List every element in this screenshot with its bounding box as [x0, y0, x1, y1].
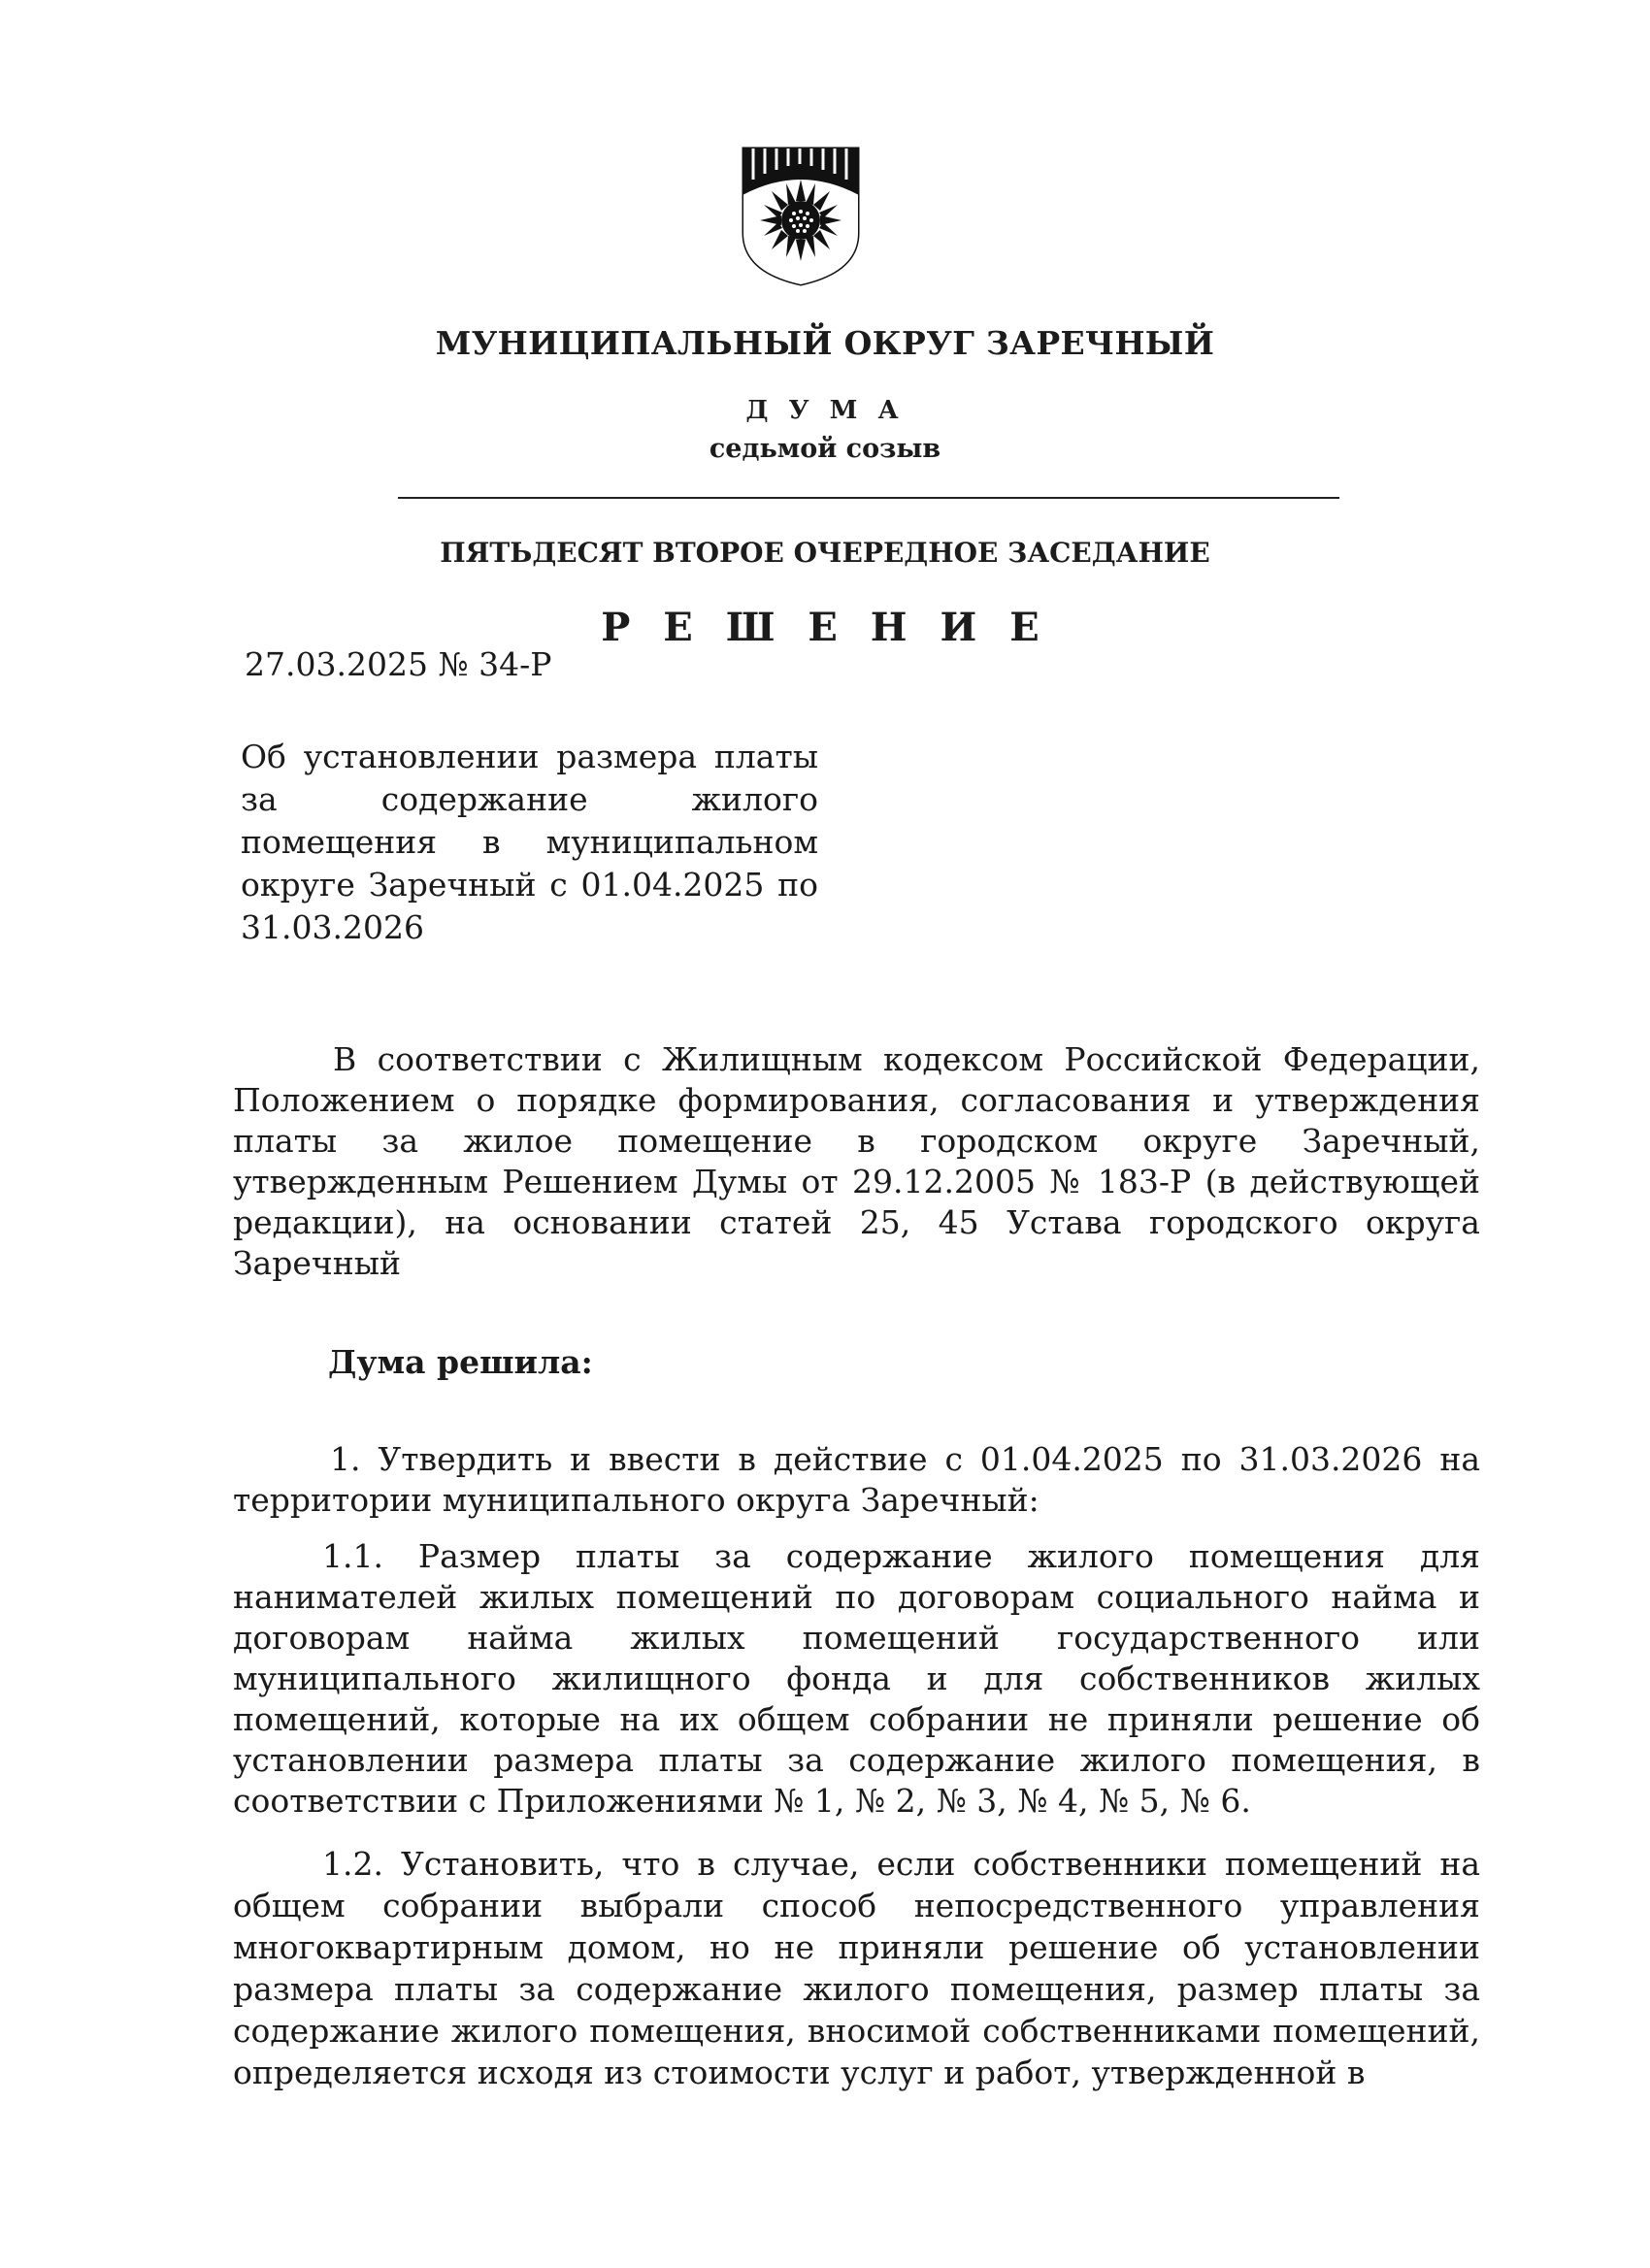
duma-label: Д У М А [745, 396, 905, 425]
document-date-number: 27.03.2025 № 34-Р [245, 645, 552, 683]
decision-heading: Р Е Ш Е Н И Е [601, 605, 1049, 650]
item-1-paragraph: 1. Утвердить и ввести в действие с 01.04.2025 по 31.03.2026 на территории муниципального округа Заречный: [233, 1440, 1480, 1519]
item-1-1-paragraph: 1.1. Размер платы за содержание жилого помещения для нанимателей жилых помещений по договорам социального найма и договорам найма жилых помещений государственного или муниципального жилищного фонда и для собственников жилых помещений, которые на их общем собрании не приняли решение об установлении размера платы за содержание жилого помещения, в соответствии с Приложениями № 1, № 2, № 3, № 4, № 5, № 6. [233, 1537, 1480, 1820]
coat-of-arms-emblem [736, 141, 866, 286]
header-divider [398, 497, 1339, 499]
item-1-2-paragraph: 1.2. Установить, что в случае, если собственники помещений на общем собрании выбрали способ непосредственного управления многоквартирным домом, но не приняли решение об установлении размера платы за содержание жилого помещения, размер платы за содержание жилого помещения, вносимой собственниками помещений, определяется исходя из стоимости услуг и работ, утвержденной в [233, 1845, 1480, 2091]
convocation-label: седьмой созыв [709, 434, 941, 464]
preamble-paragraph: В соответствии с Жилищным кодексом Российской Федерации, Положением о порядке формирования, согласования и утверждения платы за жилое помещение в городском округе Заречный, утвержденным Решением Думы от 29.12.2005 № 183-Р (в действующей редакции), на основании статей 25, 45 Устава городского округа Заречный [233, 1040, 1480, 1282]
session-title: ПЯТЬДЕСЯТ ВТОРОЕ ОЧЕРЕДНОЕ ЗАСЕДАНИЕ [440, 537, 1210, 569]
resolved-heading: Дума решила: [328, 1343, 593, 1381]
municipality-title: МУНИЦИПАЛЬНЫЙ ОКРУГ ЗАРЕЧНЫЙ [435, 324, 1215, 362]
document-subject: Об установлении размера платы за содержание жилого помещения в муниципальном округе Заречный с 01.04.2025 по 31.03.2026 [241, 738, 818, 946]
